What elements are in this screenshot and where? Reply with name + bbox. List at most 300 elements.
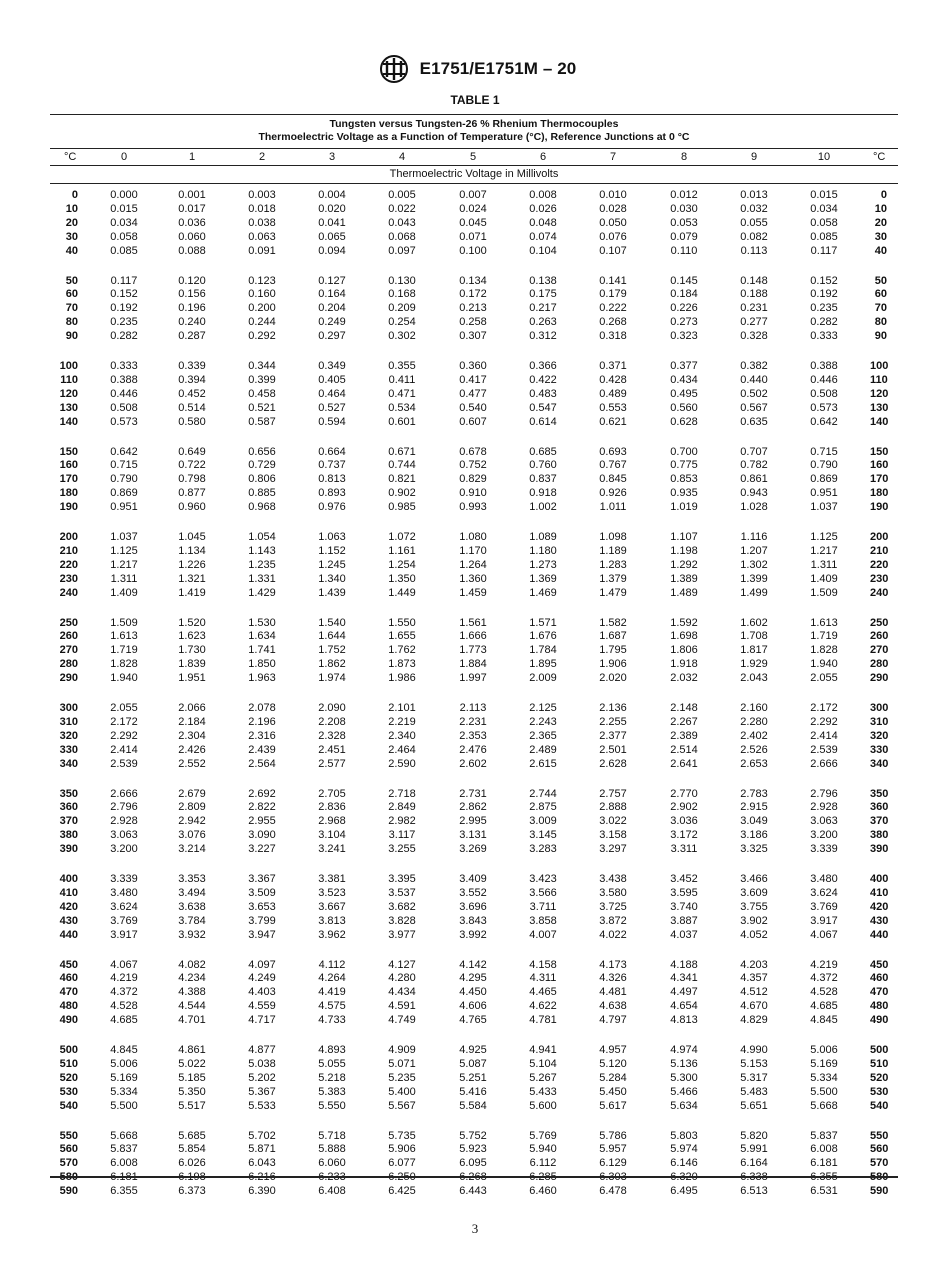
row-temperature-label: 360 (59, 801, 78, 814)
table-cell: 6.008 (810, 1143, 838, 1156)
table-cell: 0.428 (599, 373, 627, 386)
table-cell: 0.068 (388, 230, 416, 243)
table-cell: 5.400 (388, 1085, 416, 1098)
table-cell: 2.796 (810, 787, 838, 800)
row-temperature-label-right: 280 (870, 658, 889, 671)
table-cell: 1.292 (670, 558, 698, 571)
table-cell: 1.795 (599, 644, 627, 657)
table-cell: 6.060 (318, 1157, 346, 1170)
table-title-line-2: Thermoelectric Voltage as a Function of Temperature (°C), Reference Junctions at 0 °C (258, 131, 690, 143)
table-cell: 2.316 (248, 729, 276, 742)
table-cell: 4.173 (599, 958, 627, 971)
table-cell: 2.125 (529, 702, 557, 714)
column-header-10: 10 (817, 151, 831, 163)
table-cell: 0.642 (110, 445, 138, 458)
table-cell: 4.142 (459, 958, 487, 971)
table-cell: 0.282 (810, 316, 838, 329)
table-cell: 1.226 (178, 558, 206, 571)
table-cell: 0.258 (459, 316, 487, 329)
table-cell: 1.918 (670, 658, 698, 671)
table-cell: 2.464 (388, 743, 416, 756)
table-cell: 1.489 (670, 586, 698, 599)
page-number: 3 (471, 1221, 479, 1236)
table-cell: 6.531 (810, 1185, 838, 1198)
table-cell: 3.769 (810, 900, 838, 913)
table-cell: 0.902 (388, 487, 416, 500)
table-cell: 0.085 (110, 244, 138, 257)
table-cell: 4.249 (248, 972, 276, 985)
table-cell: 2.292 (110, 729, 138, 742)
table-cell: 1.134 (178, 544, 206, 557)
table-cell: 0.377 (670, 360, 698, 372)
row-temperature-label: 510 (59, 1057, 78, 1070)
table-cell: 0.065 (318, 230, 346, 243)
table-cell: 0.145 (670, 274, 698, 287)
table-cell: 5.251 (459, 1071, 487, 1084)
table-cell: 5.450 (599, 1085, 627, 1098)
table-cell: 1.245 (318, 558, 346, 571)
table-cell: 4.829 (740, 1014, 768, 1027)
row-temperature-label-right: 530 (870, 1085, 889, 1098)
table-cell: 0.388 (110, 373, 138, 386)
table-cell: 3.725 (599, 900, 627, 913)
table-cell: 1.613 (110, 630, 138, 643)
row-temperature-label: 390 (59, 843, 78, 856)
table-cell: 1.963 (248, 672, 276, 685)
table-cell: 0.621 (599, 415, 627, 428)
table-cell: 4.067 (810, 928, 838, 941)
table-cell: 0.502 (740, 387, 768, 400)
table-cell: 0.024 (459, 202, 487, 215)
table-cell: 4.685 (110, 1014, 138, 1027)
table-cell: 0.869 (110, 487, 138, 500)
table-cell: 0.729 (248, 459, 276, 472)
table-cell: 2.304 (178, 729, 206, 742)
row-temperature-label-right: 190 (870, 501, 889, 514)
table-cell: 2.160 (740, 702, 768, 714)
row-temperature-label: 80 (65, 316, 78, 329)
row-temperature-label-right: 410 (870, 886, 889, 899)
row-temperature-label-right: 230 (870, 572, 889, 585)
table-cell: 1.189 (599, 544, 627, 557)
table-cell: 3.509 (248, 886, 276, 899)
table-cell: 0.782 (740, 459, 768, 472)
table-cell: 3.395 (388, 873, 416, 885)
row-temperature-label-right: 510 (870, 1057, 889, 1070)
table-cell: 0.547 (529, 401, 557, 414)
table-cell: 5.300 (670, 1071, 698, 1084)
table-cell: 2.172 (110, 715, 138, 728)
row-temperature-label-right: 260 (870, 630, 889, 643)
table-cell: 3.595 (670, 886, 698, 899)
table-cell: 0.707 (740, 445, 768, 458)
table-cell: 1.419 (178, 586, 206, 599)
table-cell: 0.058 (810, 216, 838, 229)
table-cell: 3.104 (318, 829, 346, 842)
table-cell: 3.090 (248, 829, 276, 842)
table-cell: 0.405 (318, 373, 346, 386)
table-cell: 0.678 (459, 445, 487, 458)
row-temperature-label-right: 240 (870, 586, 889, 599)
table-cell: 1.806 (670, 644, 698, 657)
table-cell: 0.344 (248, 360, 276, 372)
table-cell: 2.243 (529, 715, 557, 728)
table-cell: 5.169 (110, 1071, 138, 1084)
table-cell: 0.333 (810, 330, 838, 343)
row-temperature-label-right: 130 (870, 401, 889, 414)
table-cell: 2.679 (178, 787, 206, 800)
table-cell: 1.550 (388, 616, 416, 629)
table-cell: 0.117 (110, 274, 138, 287)
table-cell: 3.992 (459, 928, 487, 941)
table-cell: 0.188 (740, 288, 768, 301)
table-cell: 3.381 (318, 873, 346, 885)
table-cell: 3.145 (529, 829, 557, 842)
row-temperature-label: 480 (59, 1000, 78, 1013)
table-cell: 4.127 (388, 958, 416, 971)
table-cell: 3.828 (388, 914, 416, 927)
row-temperature-label-right: 380 (870, 829, 889, 842)
row-temperature-label-right: 500 (870, 1044, 889, 1056)
table-cell: 2.208 (318, 715, 346, 728)
table-cell: 0.968 (248, 501, 276, 514)
table-cell: 5.752 (459, 1129, 487, 1142)
table-cell: 6.495 (670, 1185, 698, 1198)
table-cell: 0.277 (740, 316, 768, 329)
table-cell: 1.862 (318, 658, 346, 671)
row-temperature-label-right: 70 (874, 302, 887, 315)
table-cell: 0.226 (670, 302, 698, 315)
table-cell: 0.100 (459, 244, 487, 257)
table-cell: 0.058 (110, 230, 138, 243)
row-temperature-label: 110 (60, 373, 78, 386)
row-temperature-label: 370 (59, 815, 78, 828)
table-cell: 1.302 (740, 558, 768, 571)
table-cell: 0.985 (388, 501, 416, 514)
table-cell: 4.007 (529, 928, 557, 941)
table-cell: 1.839 (178, 658, 206, 671)
table-cell: 0.601 (388, 415, 416, 428)
table-cell: 3.063 (810, 815, 838, 828)
table-cell: 5.735 (388, 1129, 416, 1142)
table-cell: 1.698 (670, 630, 698, 643)
table-cell: 3.917 (810, 914, 838, 927)
table-cell: 5.957 (599, 1143, 627, 1156)
table-cell: 3.566 (529, 886, 557, 899)
table-cell: 4.497 (670, 986, 698, 999)
table-cell: 3.638 (178, 900, 206, 913)
table-cell: 5.906 (388, 1143, 416, 1156)
row-temperature-label: 20 (65, 216, 78, 229)
table-cell: 1.752 (318, 644, 346, 657)
table-cell: 2.564 (248, 757, 276, 770)
table-cell: 2.078 (248, 702, 276, 714)
table-cell: 1.884 (459, 658, 487, 671)
table-cell: 3.297 (599, 843, 627, 856)
table-cell: 2.414 (110, 743, 138, 756)
table-cell: 4.052 (740, 928, 768, 941)
table-cell: 1.399 (740, 572, 768, 585)
table-cell: 1.089 (529, 531, 557, 543)
table-cell: 4.733 (318, 1014, 346, 1027)
table-cell: 2.796 (110, 801, 138, 814)
table-cell: 6.164 (740, 1157, 768, 1170)
table-cell: 4.654 (670, 1000, 698, 1013)
table-cell: 6.390 (248, 1185, 276, 1198)
table-cell: 1.217 (110, 558, 138, 571)
table-cell: 2.552 (178, 757, 206, 770)
table-cell: 0.172 (459, 288, 487, 301)
table-cell: 0.664 (318, 445, 346, 458)
column-header-6: 6 (539, 151, 547, 163)
table-cell: 1.613 (810, 616, 838, 629)
row-temperature-label-right: 570 (870, 1157, 889, 1170)
table-cell: 5.153 (740, 1057, 768, 1070)
table-cell: 0.693 (599, 445, 627, 458)
table-cell: 0.008 (529, 189, 557, 201)
table-cell: 6.026 (178, 1157, 206, 1170)
table-cell: 3.696 (459, 900, 487, 913)
row-temperature-label-right: 490 (870, 1014, 889, 1027)
table-cell: 1.072 (388, 531, 416, 543)
row-temperature-label: 100 (59, 360, 78, 372)
table-cell: 4.893 (318, 1044, 346, 1056)
table-cell: 3.755 (740, 900, 768, 913)
row-temperature-label-right: 150 (870, 445, 889, 458)
table-cell: 3.009 (529, 815, 557, 828)
table-cell: 2.402 (740, 729, 768, 742)
table-cell: 4.097 (248, 958, 276, 971)
row-temperature-label: 430 (59, 914, 78, 927)
table-cell: 1.520 (178, 616, 206, 629)
table-cell: 0.240 (178, 316, 206, 329)
table-cell: 4.481 (599, 986, 627, 999)
table-cell: 3.799 (248, 914, 276, 927)
table-cell: 2.184 (178, 715, 206, 728)
table-cell: 1.940 (810, 658, 838, 671)
row-temperature-label: 280 (59, 658, 78, 671)
table-cell: 0.200 (248, 302, 276, 315)
table-cell: 1.054 (248, 531, 276, 543)
table-cell: 4.022 (599, 928, 627, 941)
table-cell: 0.960 (178, 501, 206, 514)
table-cell: 6.146 (670, 1157, 698, 1170)
table-cell: 1.116 (740, 531, 768, 543)
table-cell: 1.582 (599, 616, 627, 629)
table-cell: 4.112 (318, 958, 346, 971)
table-cell: 0.063 (248, 230, 276, 243)
table-cell: 2.009 (529, 672, 557, 685)
table-cell: 5.235 (388, 1071, 416, 1084)
table-cell: 0.323 (670, 330, 698, 343)
table-cell: 3.227 (248, 843, 276, 856)
table-cell: 1.929 (740, 658, 768, 671)
table-cell: 0.464 (318, 387, 346, 400)
table-cell: 5.383 (318, 1085, 346, 1098)
table-cell: 2.995 (459, 815, 487, 828)
table-cell: 0.085 (810, 230, 838, 243)
table-cell: 0.152 (810, 274, 838, 287)
table-cell: 5.702 (248, 1129, 276, 1142)
row-temperature-label: 180 (59, 487, 78, 500)
table-cell: 3.947 (248, 928, 276, 941)
table-title-line-1: Tungsten versus Tungsten-26 % Rhenium Thermocouples (329, 118, 619, 130)
row-temperature-label-right: 400 (870, 873, 889, 885)
row-temperature-label-right: 460 (870, 972, 889, 985)
table-cell: 1.540 (318, 616, 346, 629)
table-cell: 0.045 (459, 216, 487, 229)
table-cell: 0.312 (529, 330, 557, 343)
table-cell: 0.041 (318, 216, 346, 229)
table-cell: 4.465 (529, 986, 557, 999)
table-cell: 1.499 (740, 586, 768, 599)
table-cell: 0.079 (670, 230, 698, 243)
table-cell: 6.077 (388, 1157, 416, 1170)
table-cell: 0.113 (740, 244, 768, 257)
table-cell: 0.790 (810, 459, 838, 472)
row-temperature-label: 460 (59, 972, 78, 985)
table-cell: 2.032 (670, 672, 698, 685)
table-cell: 2.809 (178, 801, 206, 814)
column-header-1: 1 (188, 151, 196, 163)
table-cell: 0.160 (248, 288, 276, 301)
table-cell: 0.091 (248, 244, 276, 257)
table-cell: 0.076 (599, 230, 627, 243)
table-cell: 2.783 (740, 787, 768, 800)
row-temperature-label-right: 170 (870, 473, 889, 486)
table-cell: 5.284 (599, 1071, 627, 1084)
table-cell: 0.292 (248, 330, 276, 343)
table-cell: 5.136 (670, 1057, 698, 1070)
table-cell: 4.765 (459, 1014, 487, 1027)
row-temperature-label-right: 180 (870, 487, 889, 500)
table-cell: 0.007 (459, 189, 487, 201)
table-cell: 5.267 (529, 1071, 557, 1084)
table-cell: 0.587 (248, 415, 276, 428)
table-cell: 0.302 (388, 330, 416, 343)
table-cell: 5.584 (459, 1099, 487, 1112)
row-temperature-label-right: 250 (870, 616, 889, 629)
table-cell: 2.928 (110, 815, 138, 828)
table-cell: 4.372 (810, 972, 838, 985)
table-cell: 3.423 (529, 873, 557, 885)
table-cell: 0.013 (740, 189, 768, 201)
column-header-3: 3 (328, 151, 336, 163)
table-cell: 0.935 (670, 487, 698, 500)
table-cell: 3.962 (318, 928, 346, 941)
column-header-9: 9 (750, 151, 758, 163)
table-cell: 0.235 (810, 302, 838, 315)
table-cell: 0.048 (529, 216, 557, 229)
table-cell: 1.379 (599, 572, 627, 585)
column-header-unit-right: °C (873, 151, 886, 163)
table-cell: 0.026 (529, 202, 557, 215)
table-cell: 3.339 (810, 843, 838, 856)
table-cell: 5.991 (740, 1143, 768, 1156)
table-cell: 1.773 (459, 644, 487, 657)
table-cell: 0.573 (810, 401, 838, 414)
table-cell: 1.644 (318, 630, 346, 643)
table-cell: 5.871 (248, 1143, 276, 1156)
table-cell: 3.932 (178, 928, 206, 941)
row-temperature-label-right: 90 (874, 330, 887, 343)
table-cell: 0.853 (670, 473, 698, 486)
table-cell: 2.862 (459, 801, 487, 814)
table-cell: 1.235 (248, 558, 276, 571)
row-temperature-label: 300 (59, 702, 78, 714)
table-cell: 5.185 (178, 1071, 206, 1084)
row-temperature-label: 190 (59, 501, 78, 514)
table-cell: 4.203 (740, 958, 768, 971)
table-cell: 1.037 (810, 501, 838, 514)
table-cell: 0.635 (740, 415, 768, 428)
table-cell: 4.219 (110, 972, 138, 985)
row-temperature-label: 0 (71, 189, 78, 201)
table-label: TABLE 1 (450, 93, 500, 107)
table-cell: 2.590 (388, 757, 416, 770)
table-cell: 0.107 (599, 244, 627, 257)
table-cell: 2.328 (318, 729, 346, 742)
table-cell: 0.744 (388, 459, 416, 472)
table-cell: 2.928 (810, 801, 838, 814)
table-cell: 1.011 (599, 501, 627, 514)
table-cell: 6.008 (110, 1157, 138, 1170)
table-cell: 0.910 (459, 487, 487, 500)
table-cell: 5.567 (388, 1099, 416, 1112)
row-temperature-label: 590 (59, 1185, 78, 1198)
table-cell: 4.845 (110, 1044, 138, 1056)
row-temperature-label: 520 (59, 1071, 78, 1084)
table-cell: 0.885 (248, 487, 276, 500)
table-cell: 1.974 (318, 672, 346, 685)
table-cell: 0.540 (459, 401, 487, 414)
table-cell: 0.477 (459, 387, 487, 400)
table-cell: 0.333 (110, 360, 138, 372)
table-cell: 0.371 (599, 360, 627, 372)
table-cell: 4.357 (740, 972, 768, 985)
table-cell: 5.718 (318, 1129, 346, 1142)
table-cell: 0.034 (810, 202, 838, 215)
table-cell: 5.022 (178, 1057, 206, 1070)
table-cell: 0.399 (248, 373, 276, 386)
row-temperature-label: 420 (59, 900, 78, 913)
table-cell: 1.331 (248, 572, 276, 585)
table-cell: 3.609 (740, 886, 768, 899)
table-cell: 5.634 (670, 1099, 698, 1112)
table-cell: 3.653 (248, 900, 276, 913)
astm-logo-icon (374, 53, 414, 85)
table-cell: 1.389 (670, 572, 698, 585)
table-cell: 1.037 (110, 531, 138, 543)
row-temperature-label: 470 (59, 986, 78, 999)
table-cell: 3.409 (459, 873, 487, 885)
table-cell: 5.350 (178, 1085, 206, 1098)
table-cell: 2.602 (459, 757, 487, 770)
table-cell: 4.234 (178, 972, 206, 985)
row-temperature-label: 500 (59, 1044, 78, 1056)
table-cell: 2.666 (810, 757, 838, 770)
table-cell: 4.388 (178, 986, 206, 999)
table-cell: 0.752 (459, 459, 487, 472)
table-cell: 5.550 (318, 1099, 346, 1112)
table-cell: 1.530 (248, 616, 276, 629)
table-cell: 2.255 (599, 715, 627, 728)
table-cell: 2.055 (110, 702, 138, 714)
table-cell: 3.494 (178, 886, 206, 899)
table-bottom-rule (50, 1176, 898, 1178)
table-cell: 0.287 (178, 330, 206, 343)
table-cell: 3.523 (318, 886, 346, 899)
